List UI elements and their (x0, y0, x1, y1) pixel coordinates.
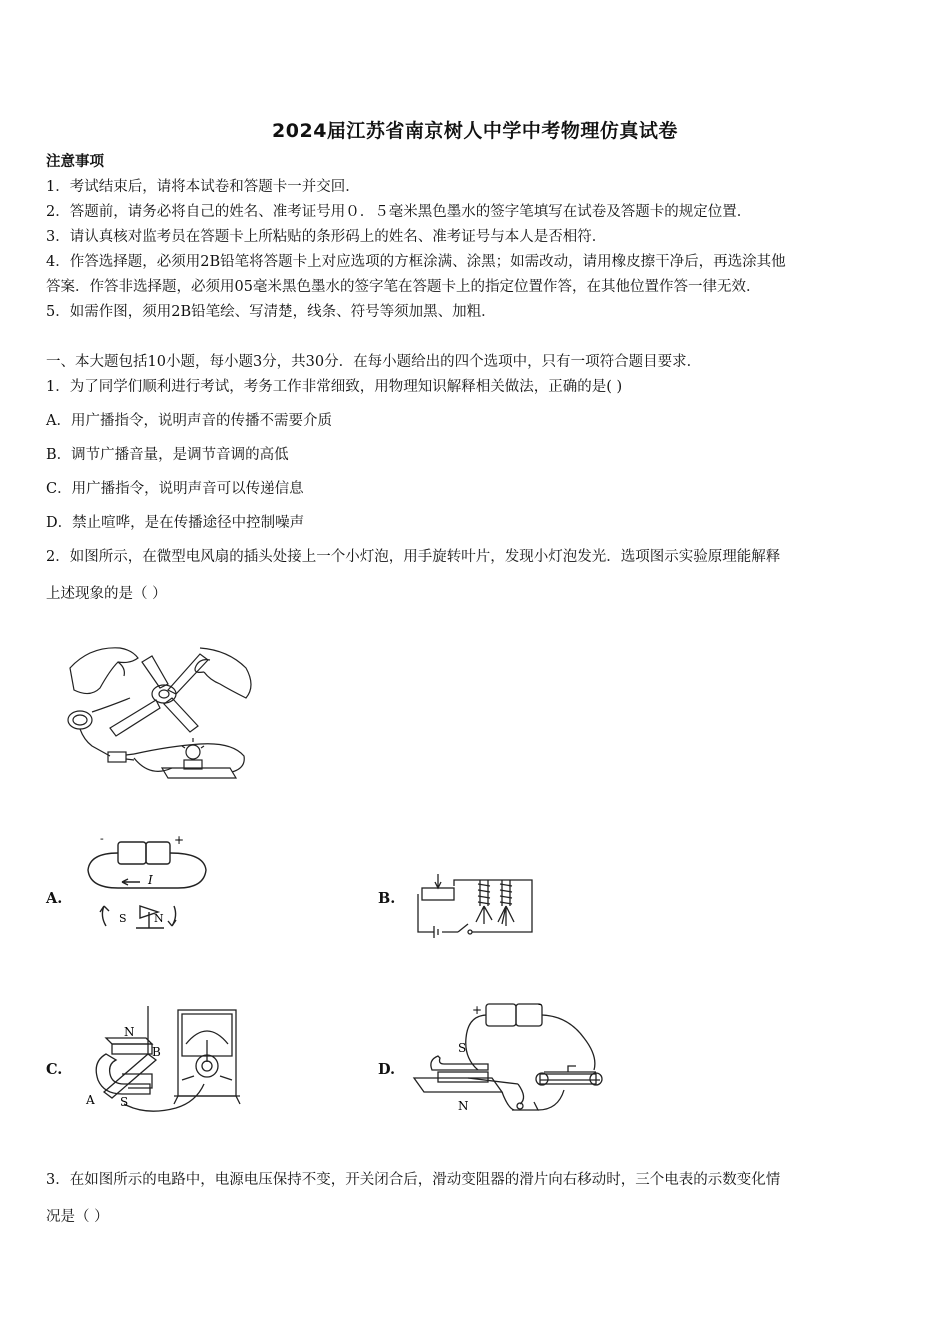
figure-b-electromagnets (408, 872, 538, 944)
q3-stem-line2: 况是（ ） (46, 1209, 109, 1225)
fig-a-s-label: S (119, 912, 127, 925)
fig-a-plus-label: + (174, 833, 185, 847)
notice-item: 答案．作答非选择题，必须用05毫米黑色墨水的签字笔在答题卡上的指定位置作答，在其他位置作答一律无效． (46, 279, 761, 295)
fig-d-plus-label: + (472, 1003, 483, 1017)
q1-option-d: D．禁止喧哗，是在传播途径中控制噪声 (46, 515, 305, 531)
figure-a-oersted (82, 832, 212, 932)
q2-stem-line2: 上述现象的是（ ） (46, 586, 167, 602)
fig-c-b-label: B (152, 1045, 161, 1059)
q1-option-c: C．用广播指令，说明声音可以传递信息 (46, 481, 304, 497)
q3-stem-line1: 3．在如图所示的电路中，电源电压保持不变，开关闭合后，滑动变阻器的滑片向右移动时，三个电表的示数变化情 (46, 1172, 781, 1188)
q1-option-b: B．调节广播音量，是调节音调的高低 (46, 447, 289, 463)
notice-heading: 注意事项 (46, 153, 104, 170)
q2-option-a-label: A. (46, 890, 63, 907)
page-title: 2024届江苏省南京树人中学中考物理仿真试卷 (272, 120, 678, 142)
fig-a-minus-label: - (100, 832, 104, 845)
fig-c-a-label: A (86, 1093, 95, 1107)
fig-d-s-label: S (458, 1041, 467, 1055)
fig-d-minus-label: - (538, 997, 543, 1011)
fig-a-current-label: I (148, 873, 153, 887)
q1-option-a: A．用广播指令，说明声音的传播不需要介质 (46, 413, 332, 429)
q2-stem-line1: 2．如图所示，在微型电风扇的插头处接上一个小灯泡，用手旋转叶片，发现小灯泡发光．选项图示实验原理能解释 (46, 549, 781, 565)
notice-item: 1．考试结束后，请将本试卷和答题卡一并交回． (46, 179, 360, 195)
q2-option-b-label: B. (378, 890, 396, 907)
fan-bulb-figure (60, 628, 260, 793)
q1-stem: 1．为了同学们顺利进行考试，考务工作非常细致，用物理知识解释相关做法，正确的是( ) (46, 379, 623, 395)
figure-c-induction (86, 1004, 246, 1116)
figure-d-motor (408, 998, 608, 1128)
fig-a-n-label: N (154, 912, 164, 925)
section-heading: 一、本大题包括10小题，每小题3分，共30分．在每小题给出的四个选项中，只有一项符合题目要求． (46, 354, 702, 370)
fig-c-s-label: S (120, 1095, 129, 1109)
notice-item: 2．答题前，请务必将自己的姓名、准考证号用０．５毫米黑色墨水的签字笔填写在试卷及答题卡的规定位置． (46, 204, 752, 220)
notice-item: 4．作答选择题，必须用2B铅笔将答题卡上对应选项的方框涂满、涂黑；如需改动，请用橡皮擦干净后，再选涂其他 (46, 254, 786, 270)
q2-option-d-label: D. (378, 1061, 396, 1078)
q2-option-c-label: C. (46, 1061, 63, 1078)
fig-c-n-label: N (124, 1025, 135, 1039)
notice-item: 5．如需作图，须用2B铅笔绘、写清楚，线条、符号等须加黑、加粗． (46, 304, 496, 320)
notice-item: 3．请认真核对监考员在答题卡上所粘贴的条形码上的姓名、准考证号与本人是否相符． (46, 229, 607, 245)
fig-d-n-label: N (458, 1099, 469, 1113)
